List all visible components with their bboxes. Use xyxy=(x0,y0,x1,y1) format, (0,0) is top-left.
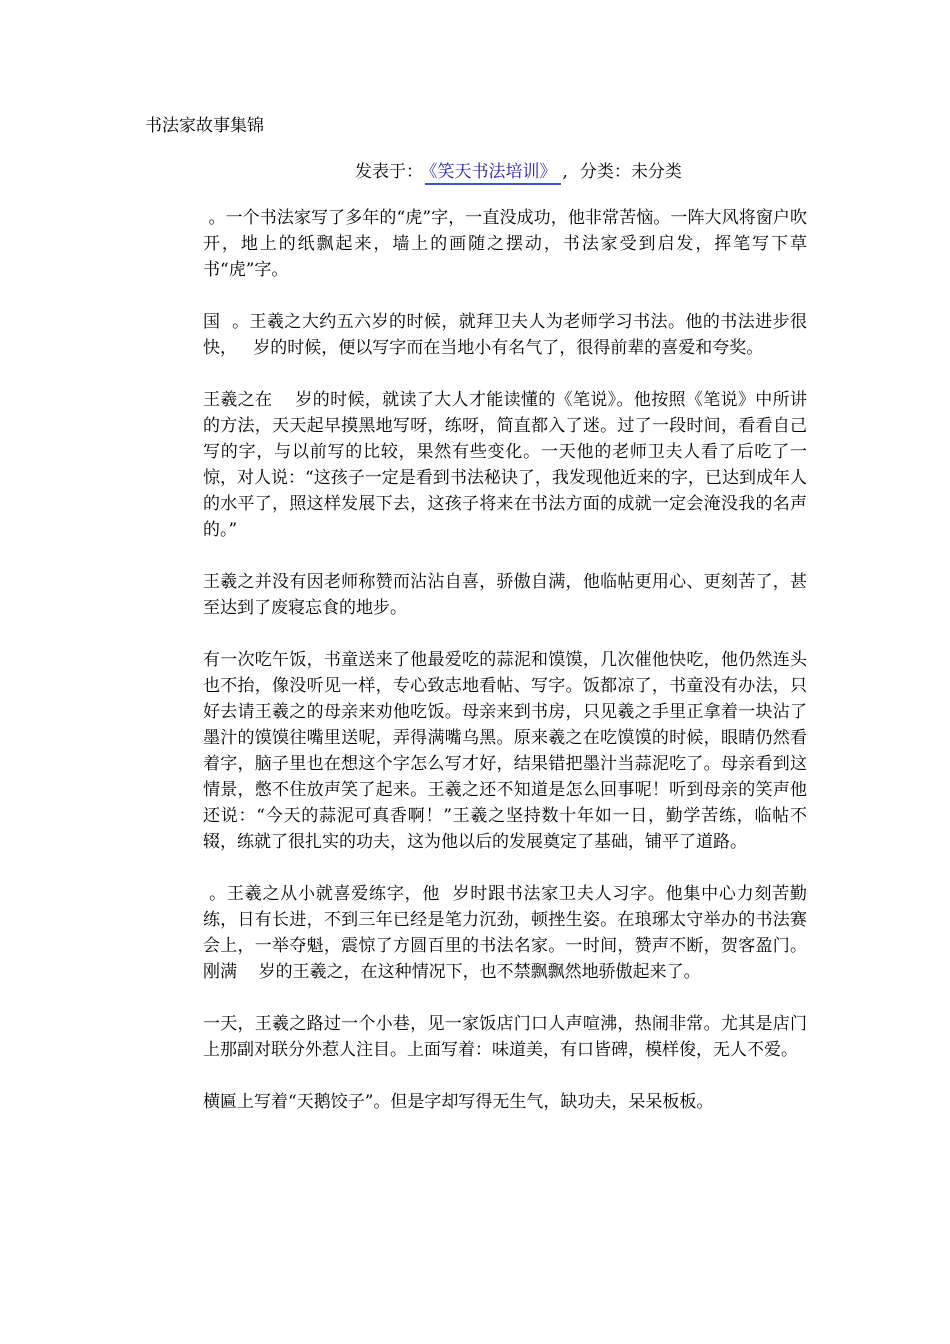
paragraph: 国 。王羲之大约五六岁的时候，就拜卫夫人为老师学习书法。他的书法进步很快， 岁的时候，便以写字而在当地小有名气了，很得前辈的喜爱和夸奖。 xyxy=(203,312,807,358)
paragraph: 。王羲之从小就喜爱练字，他 岁时跟书法家卫夫人习字。他集中心力刻苦勤练，日有长进，不到三年已经是笔力沉劲，顿挫生姿。在琅琊太守举办的书法赛会上，一举夺魁，震惊了方圆百里的书法名家。一时间，赞声不断，贺客盈门。刚满 岁的王羲之，在这种情况下，也不禁飘飘然地骄傲起来了。 xyxy=(203,884,807,982)
paragraph: 横匾上写着“天鹅饺子”。但是字却写得无生气，缺功夫，呆呆板板。 xyxy=(203,1092,714,1112)
post-meta xyxy=(355,159,682,185)
book-link[interactable]: 《笑天书法培训》 xyxy=(425,162,561,185)
posted-prefix: 发表于： xyxy=(355,162,423,182)
category-label: 分类：未分类 xyxy=(579,162,682,182)
document-title: 书法家故事集锦 xyxy=(145,116,264,136)
paragraph: 王羲之并没有因老师称赞而沾沾自喜，骄傲自满，他临帖更用心、更刻苦了，甚至达到了废寝忘食的地步。 xyxy=(203,572,807,618)
meta-separator: , xyxy=(562,162,568,182)
article-body xyxy=(203,205,807,1141)
paragraph: 有一次吃午饭，书童送来了他最爱吃的蒜泥和馍馍，几次催他快吃，他仍然连头也不抬，像没听见一样，专心致志地看帖、写字。饭都凉了，书童没有办法，只好去请王羲之的母亲来劝他吃饭。母亲来到书房，只见羲之手里正拿着一块沾了墨汁的馍馍往嘴里送呢，弄得满嘴乌黑。原来羲之在吃馍馍的时候，眼睛仍然看着字，脑子里也在想这个字怎么写才好，结果错把墨汁当蒜泥吃了。母亲看到这情景，憋不住放声笑了起来。王羲之还不知道是怎么回事呢！听到母亲的笑声他还说：“今天的蒜泥可真香啊！”王羲之坚持数十年如一日，勤学苦练，临帖不辍，练就了很扎实的功夫，这为他以后的发展奠定了基础，铺平了道路。 xyxy=(203,650,807,852)
paragraph: 王羲之在 岁的时候，就读了大人才能读懂的《笔说》。他按照《笔说》中所讲的方法，天天起早摸黑地写呀，练呀，简直都入了迷。过了一段时间，看看自己写的字，与以前写的比较，果然有些变化。一天他的老师卫夫人看了后吃了一惊，对人说：“这孩子一定是看到书法秘诀了，我发现他近来的字，已达到成年人的水平了，照这样发展下去，这孩子将来在书法方面的成就一定会淹没我的名声的。” xyxy=(203,390,807,540)
paragraph: 。一个书法家写了多年的“虎”字，一直没成功，他非常苦恼。一阵大风将窗户吹开，地上的纸飘起来，墙上的画随之摆动，书法家受到启发，挥笔写下草书“虎”字。 xyxy=(203,208,807,280)
paragraph: 一天，王羲之路过一个小巷，见一家饭店门口人声喧沸，热闹非常。尤其是店门上那副对联分外惹人注目。上面写着：味道美，有口皆碑，模样俊，无人不爱。 xyxy=(203,1014,807,1060)
